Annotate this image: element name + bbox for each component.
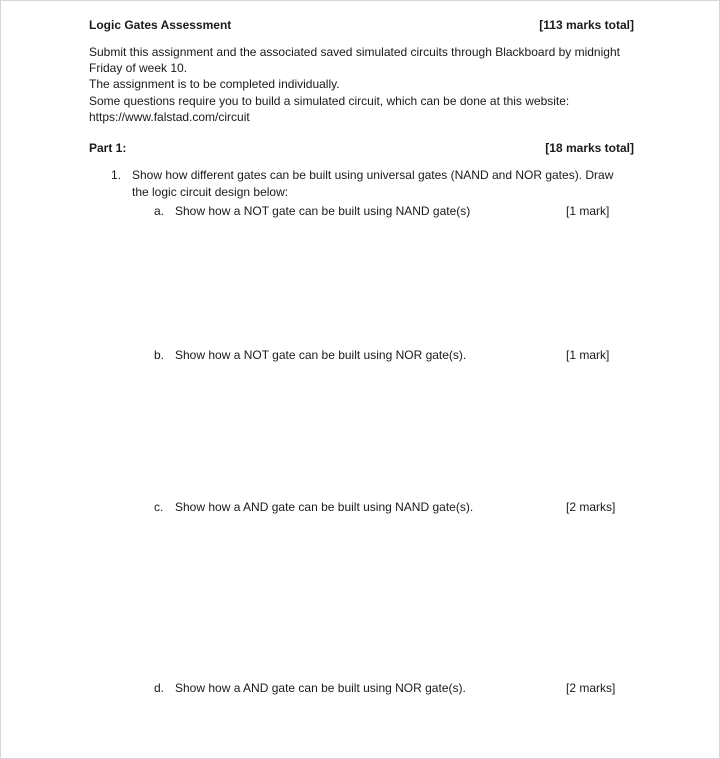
subquestion-c-letter: c. <box>154 500 164 514</box>
intro-line-1: Submit this assignment and the associated saved simulated circuits through Blackboard by midnight <box>89 45 620 59</box>
subquestion-d-letter: d. <box>154 681 165 695</box>
part1-title: Part 1: <box>89 141 127 155</box>
subquestion-a-letter: a. <box>154 204 165 218</box>
question-number: 1. <box>111 168 122 182</box>
subquestion-b-text: Show how a NOT gate can be built using NOR gate(s). <box>175 348 467 362</box>
subquestion-c-text: Show how a AND gate can be built using NAND gate(s). <box>175 500 474 514</box>
subquestion-b-marks: [1 mark] <box>566 348 610 362</box>
subquestion-d-marks: [2 marks] <box>566 681 616 695</box>
subquestion-b-letter: b. <box>154 348 165 362</box>
question-text-line-2: the logic circuit design below: <box>132 185 289 199</box>
subquestion-d-text: Show how a AND gate can be built using NOR gate(s). <box>175 681 466 695</box>
subquestion-c-marks: [2 marks] <box>566 500 616 514</box>
intro-line-4: Some questions require you to build a simulated circuit, which can be done at this website: <box>89 94 570 108</box>
subquestion-a-marks: [1 mark] <box>566 204 610 218</box>
intro-line-2: Friday of week 10. <box>89 61 188 75</box>
total-marks: [113 marks total] <box>539 18 634 32</box>
document-title: Logic Gates Assessment <box>89 18 232 32</box>
intro-line-3: The assignment is to be completed individually. <box>89 77 340 91</box>
question-text-line-1: Show how different gates can be built using universal gates (NAND and NOR gates). Draw <box>132 168 614 182</box>
subquestion-a-text: Show how a NOT gate can be built using NAND gate(s) <box>175 204 471 218</box>
website-url: https://www.falstad.com/circuit <box>89 110 250 124</box>
part1-marks: [18 marks total] <box>545 141 634 155</box>
